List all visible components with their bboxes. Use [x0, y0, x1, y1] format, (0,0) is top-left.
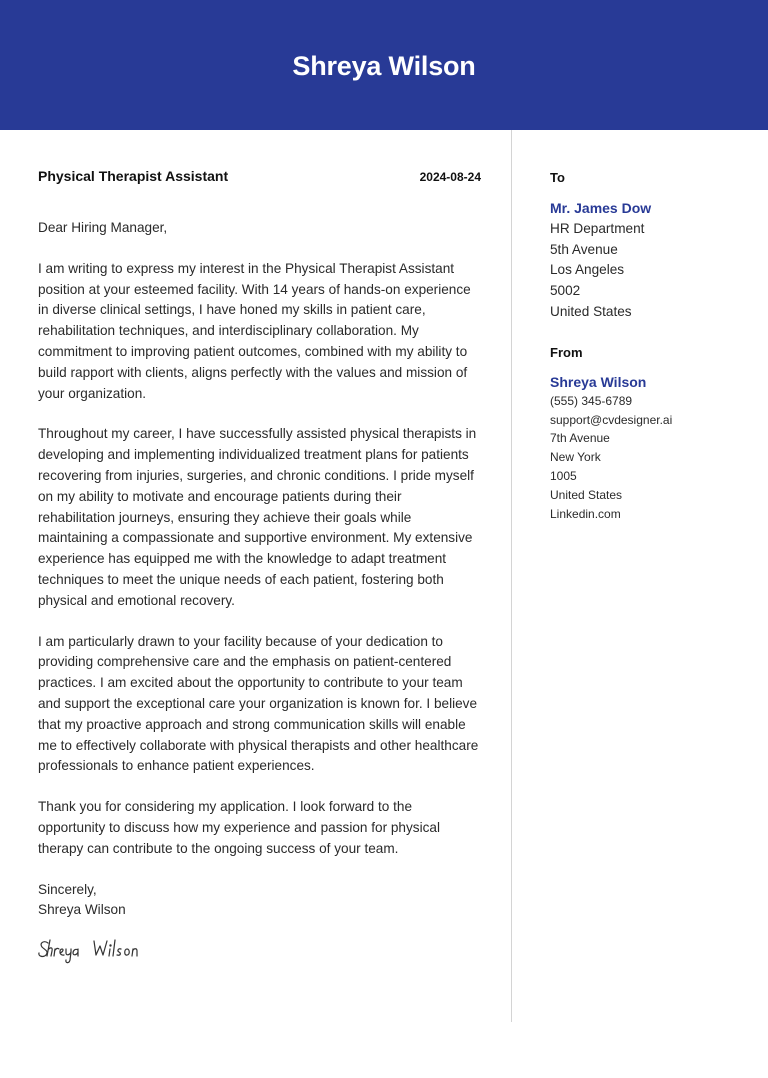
header-banner — [0, 0, 768, 130]
sender-email: support@cvdesigner.ai — [550, 412, 673, 427]
sender-heading: From — [550, 344, 583, 360]
recipient-street: 5th Avenue — [550, 241, 618, 257]
paragraph-2: Throughout my career, I have successfully assisted physical therapists in developing and implementing individualized treatment plans for patients recovering from injuries, surgeries, and chronic conditions. I pride myself on my ability to motivate and encourage patients during their rehabilitation journeys, ensuring they achieve their goals while maintaining a compassionate and supportive environment. My extensive experience has equipped me with the knowledge to adapt treatment techniques to meet the unique needs of each patient, fostering both physical and emotional recovery. — [38, 426, 477, 608]
paragraph-4: Thank you for considering my application. I look forward to the opportunity to discuss how my experience and passion for physical therapy can contribute to the ongoing success of your team. — [38, 799, 440, 856]
sender-street: 7th Avenue — [550, 431, 610, 446]
sender-country: United States — [550, 487, 623, 502]
letter-meta-row — [38, 168, 481, 188]
paragraph-3: I am particularly drawn to your facility because of your dedication to providing comprehensive care and the emphasis on patient-centered practices. I am excited about the opportunity to contribute to your team and support the exceptional care your organization is known for. I believe that my proactive approach and strong communication skills will enable me to effectively collaborate with physical therapists and other healthcare professionals to enhance patient experiences. — [38, 633, 479, 774]
letter-date: 2024-08-24 — [419, 170, 481, 184]
recipient-department: HR Department — [550, 220, 645, 236]
paragraph-1: I am writing to express my interest in the Physical Therapist Assistant position at your esteemed facility. With 14 years of hands-on experience in diverse clinical settings, I have honed my skills in patient care, rehabilitation techniques, and interdisciplinary collaboration. My commitment to improving patient outcomes, combined with my ability to build rapport with clients, aligns perfectly with the values and mission of your organization. — [38, 260, 471, 401]
address-sidebar — [550, 168, 750, 523]
column-divider — [511, 130, 512, 1022]
recipient-country: United States — [550, 303, 632, 319]
closing: Sincerely, — [38, 881, 97, 897]
salutation: Dear Hiring Manager, — [38, 220, 168, 235]
handwritten-signature — [38, 935, 481, 965]
sender-name: Shreya Wilson — [550, 373, 647, 390]
recipient-heading: To — [550, 170, 565, 185]
sender-phone: (555) 345-6789 — [550, 393, 633, 408]
closing-name: Shreya Wilson — [38, 902, 126, 918]
job-title: Physical Therapist Assistant — [38, 168, 229, 184]
recipient-zip: 5002 — [550, 283, 581, 299]
recipient-city: Los Angeles — [550, 262, 625, 278]
applicant-name-heading: Shreya Wilson — [292, 50, 476, 81]
recipient-name: Mr. James Dow — [550, 200, 652, 216]
sender-zip: 1005 — [550, 468, 577, 483]
sender-city: New York — [550, 450, 601, 465]
sender-linkedin: Linkedin.com — [550, 506, 621, 521]
letter-body — [38, 168, 481, 965]
